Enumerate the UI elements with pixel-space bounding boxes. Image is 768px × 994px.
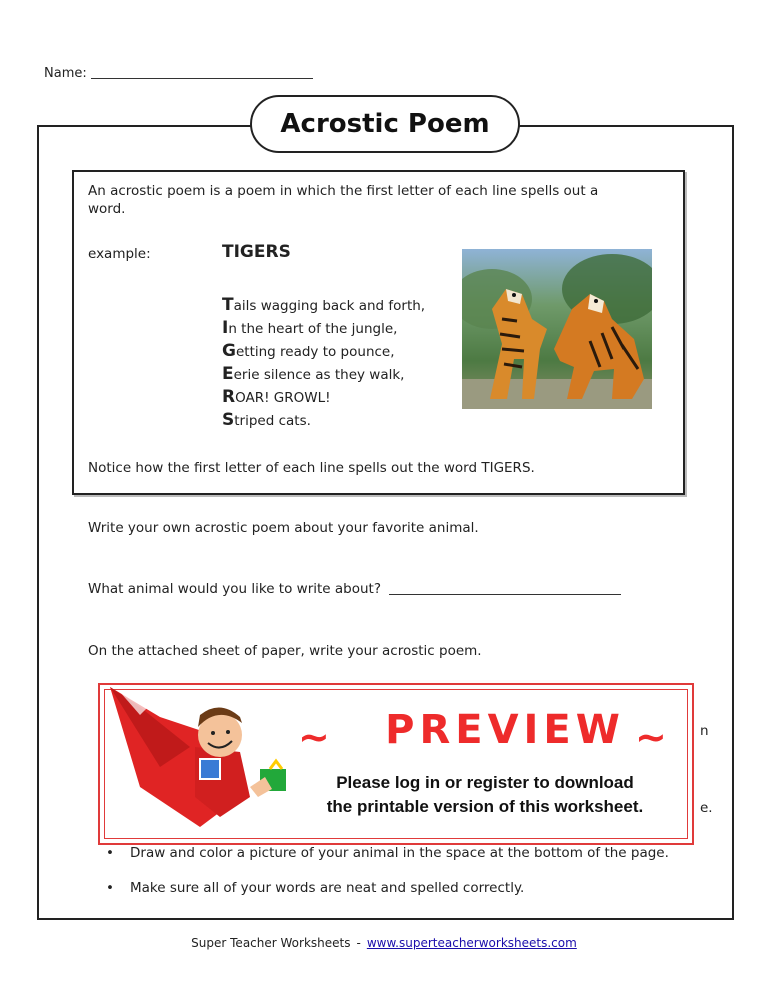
preview-message xyxy=(310,771,660,819)
poem-line xyxy=(222,317,425,340)
instruction-animal xyxy=(88,581,621,597)
bullet-symbol: • xyxy=(106,845,114,861)
animal-question: What animal would you like to write about? xyxy=(88,581,381,597)
notice-text: Notice how the first letter of each line spells out the word TIGERS. xyxy=(88,460,535,476)
name-blank-line[interactable] xyxy=(91,78,313,79)
poem-capital: R xyxy=(222,387,236,407)
bullet-draw: Draw and color a picture of your animal in the space at the bottom of the page. xyxy=(130,845,669,861)
poem-rest: etting ready to pounce, xyxy=(235,344,395,360)
superhero-mascot-icon xyxy=(100,677,300,837)
worksheet-title: Acrostic Poem xyxy=(250,95,520,153)
example-box xyxy=(72,170,685,495)
poem-capital: G xyxy=(222,341,236,361)
poem-capital: E xyxy=(222,364,234,384)
poem-capital: I xyxy=(222,318,229,338)
poem-rest: erie silence as they walk, xyxy=(233,367,405,383)
poem-rest: ails wagging back and forth, xyxy=(233,298,426,314)
preview-title: PREVIEW xyxy=(385,707,625,753)
poem-line xyxy=(222,386,425,409)
preview-banner[interactable] xyxy=(98,683,694,845)
poem-capital: S xyxy=(222,410,235,430)
partial-text-right: e. xyxy=(700,800,713,816)
preview-line-2: the printable version of this worksheet. xyxy=(326,797,644,816)
intro-text: An acrostic poem is a poem in which the first letter of each line spells out a word. xyxy=(88,183,599,217)
preview-line-1: Please log in or register to download xyxy=(336,773,634,792)
tilde-left: ~ xyxy=(298,715,330,759)
poem-rest: OAR! GROWL! xyxy=(235,390,331,406)
footer-brand: Super Teacher Worksheets xyxy=(191,936,351,950)
poem-line xyxy=(222,340,425,363)
poem-line xyxy=(222,294,425,317)
bullet-neat: Make sure all of your words are neat and spelled correctly. xyxy=(130,880,525,896)
partial-text-right: n xyxy=(700,723,709,739)
poem-rest: n the heart of the jungle, xyxy=(228,321,398,337)
footer-separator: - xyxy=(356,936,361,950)
name-label: Name: xyxy=(44,66,87,81)
footer xyxy=(0,936,768,950)
name-field xyxy=(44,66,313,81)
instruction-write: Write your own acrostic poem about your favorite animal. xyxy=(88,520,479,536)
example-poem xyxy=(222,294,425,432)
animal-answer-line[interactable] xyxy=(389,594,621,595)
poem-line xyxy=(222,409,425,432)
footer-link[interactable]: www.superteacherworksheets.com xyxy=(366,936,577,950)
tilde-right: ~ xyxy=(635,715,667,759)
poem-capital: T xyxy=(222,295,234,315)
example-label: example: xyxy=(88,246,151,262)
poem-rest: triped cats. xyxy=(234,413,311,429)
poem-line xyxy=(222,363,425,386)
tigers-photo xyxy=(462,249,652,409)
instruction-attached: On the attached sheet of paper, write your acrostic poem. xyxy=(88,643,482,659)
bullet-symbol: • xyxy=(106,880,114,896)
example-word: TIGERS xyxy=(222,242,291,262)
